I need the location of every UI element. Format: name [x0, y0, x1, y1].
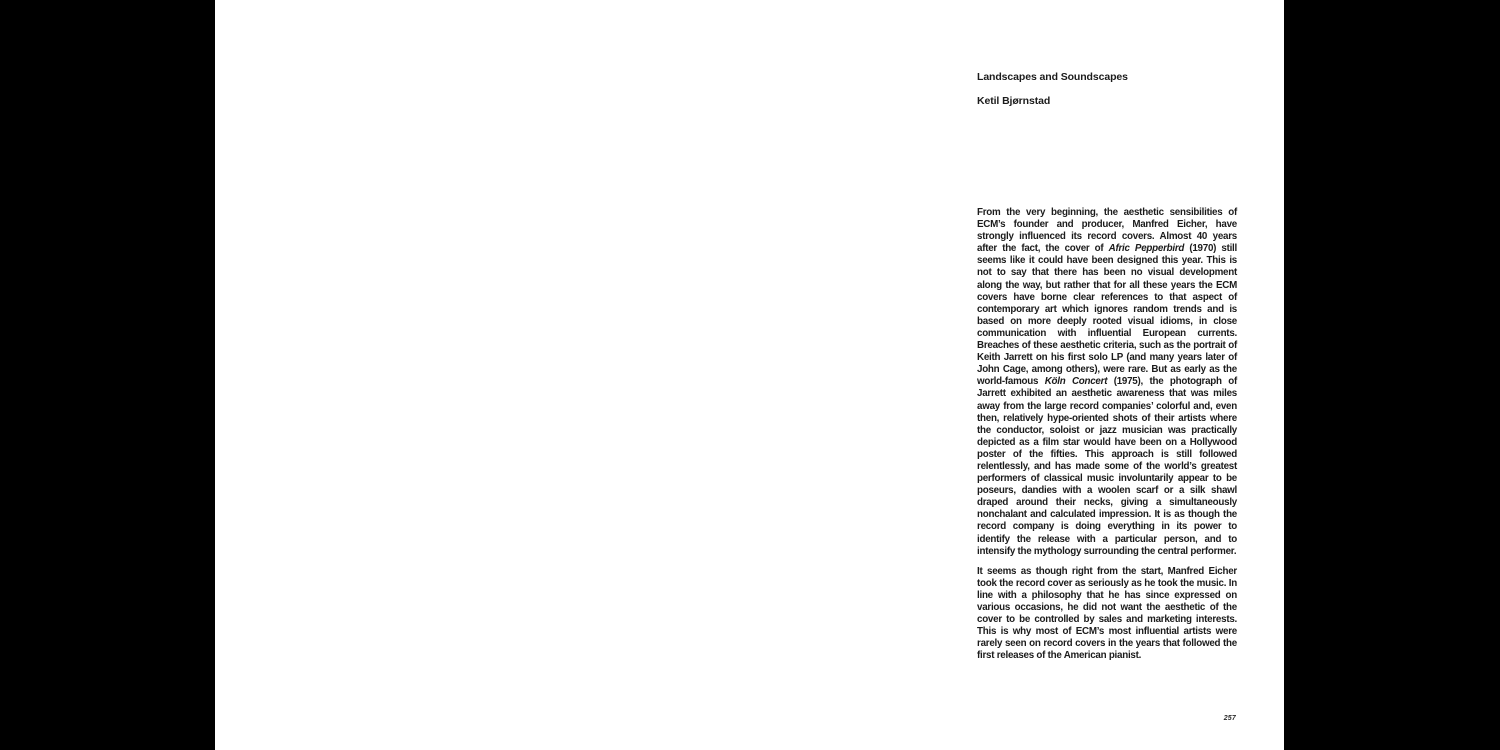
left-black-margin — [0, 0, 215, 750]
essay-body — [977, 207, 1237, 662]
right-black-margin — [1284, 0, 1500, 750]
essay-paragraph-2: It seems as though right from the start, Manfred Eicher took the record cover as seriously as he took the music. In line with a philosophy that he has since expressed on various occasions, he did not want the aesthetic of the cover to be controlled by sales and marketing interests. This is why most of ECM’s most influential artists were rarely seen on record covers in the years that followed the first releases of the American pianist. — [977, 565, 1237, 662]
essay-paragraph-1: From the very beginning, the aesthetic sensibilities of ECM’s founder and producer, Manfred Eicher, have strongly influenced its record covers. Almost 40 years after the fact, the cover of Afric Pepperbird (1970) still seems like it could have been designed this year. This is not to say that there has been no visual development along the way, but rather that for all these years the ECM covers have borne clear references to that aspect of contemporary art which ignores random trends and is based on more deeply rooted visual idioms, in close communication with influential European currents. Breaches of these aesthetic criteria, such as the portrait of Keith Jarrett on his first solo LP (and many years later of John Cage, among others), were rare. But as early as the world-famous Köln Concert (1975), the photograph of Jarrett exhibited an aesthetic awareness that was miles away from the large record companies’ colorful and, even then, relatively hype-oriented shots of their artists where the conductor, soloist or jazz musician was practically depicted as a film star would have been on a Hollywood poster of the fifties. This approach is still followed relentlessly, and has made some of the world’s greatest performers of classical music involuntarily appear to be poseurs, dandies with a woolen scarf or a silk shawl draped around their necks, giving a simultaneously nonchalant and calculated impression. It is as though the record company is doing everything in its power to identify the release with a particular person, and to intensify the mythology surrounding the central performer. — [977, 207, 1237, 557]
essay-text-column — [977, 72, 1237, 662]
page-number: 257 — [1223, 715, 1236, 722]
essay-author: Ketil Bjørnstad — [977, 95, 1051, 107]
essay-title: Landscapes and Soundscapes — [977, 71, 1128, 83]
open-book-spread — [215, 0, 1284, 750]
